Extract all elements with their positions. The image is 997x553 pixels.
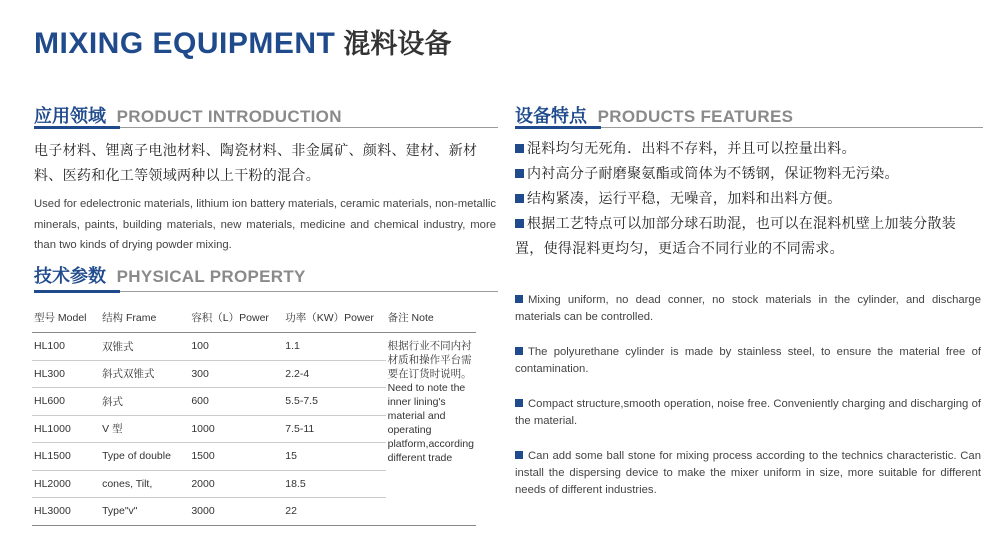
column-header-model: 型号 Model (34, 311, 87, 324)
square-bullet-icon (515, 144, 524, 153)
parameters-divider (34, 291, 498, 292)
square-bullet-icon (515, 194, 524, 203)
feature-text-zh: 结构紧凑，运行平稳，无噪音，加料和出料方便。 (527, 190, 842, 206)
list-item (515, 161, 983, 186)
column-header-power: 功率（KW）Power (285, 311, 374, 324)
square-bullet-icon (515, 295, 523, 303)
application-text-zh: 电子材料、锂离子电池材料、陶瓷材料、非金属矿、颜料、建材、新材料、医药和化工等领域两种以上干粉的混合。 (34, 142, 478, 183)
cell-frame: Type"v" (102, 505, 138, 518)
parameters-table (32, 302, 476, 526)
cell-power: 18.5 (285, 477, 306, 490)
application-heading-en: PRODUCT INTRODUCTION (116, 107, 342, 126)
application-divider (34, 127, 498, 128)
list-item (515, 186, 983, 211)
table-row (32, 333, 476, 361)
features-heading-zh: 设备特点 (515, 106, 587, 126)
cell-model: HL300 (34, 367, 65, 380)
parameters-heading (34, 261, 306, 289)
feature-text-zh: 混料均匀无死角．出料不存料，并且可以控量出料。 (527, 140, 856, 156)
cell-power: 7.5-11 (285, 422, 315, 435)
feature-text-en: Compact structure,smooth operation, noise free. Conveniently charging and discharging of the material. (515, 398, 981, 427)
application-heading (34, 101, 342, 129)
column-header-volume: 容积（L）Power (191, 311, 269, 324)
feature-text-en: The polyurethane cylinder is made by stainless steel, to ensure the material free of contamination. (515, 346, 981, 375)
cell-model: HL100 (34, 340, 65, 353)
list-item (515, 344, 981, 378)
feature-text-en: Can add some ball stone for mixing process according to the technics characteristic. Can install the dispersing device to make the mixer uniform in size, more suitable for different needs of different industries. (515, 450, 981, 496)
list-item (515, 396, 981, 430)
list-item (515, 448, 981, 499)
cell-power: 5.5-7.5 (285, 395, 318, 408)
feature-text-zh: 根据工艺特点可以加部分球石助混，也可以在混料机壁上加装分散装置，使得混料更均匀，更适合不同行业的不同需求。 (515, 215, 956, 256)
page-title-zh: 混料设备 (343, 29, 452, 59)
cell-frame: cones, Tilt, (102, 477, 153, 490)
cell-power: 2.2-4 (285, 367, 310, 380)
application-heading-zh: 应用领域 (34, 106, 106, 126)
cell-volume: 300 (191, 367, 209, 380)
feature-text-en: Mixing uniform, no dead conner, no stock materials in the cylinder, and discharge materials can be controlled. (515, 294, 981, 323)
note-text-en: Need to note the inner lining's material and operating platform,according different trade (387, 382, 474, 464)
cell-power: 22 (285, 505, 297, 518)
features-list-en (515, 292, 981, 517)
cell-volume: 3000 (191, 505, 215, 518)
cell-frame: Type of double (102, 450, 171, 463)
cell-volume: 100 (191, 340, 209, 353)
cell-volume: 2000 (191, 477, 215, 490)
feature-text-zh: 内衬高分子耐磨聚氨酯或筒体为不锈钢，保证物料无污染。 (527, 165, 899, 181)
features-list-zh (515, 136, 983, 261)
list-item (515, 136, 983, 161)
square-bullet-icon (515, 347, 523, 355)
cell-frame: 斜式双锥式 (102, 368, 155, 381)
cell-volume: 1000 (191, 422, 215, 435)
list-item (515, 211, 983, 261)
table-header-row (32, 302, 476, 333)
cell-volume: 600 (191, 395, 209, 408)
page-title (34, 22, 451, 61)
application-text-en: Used for edelectronic materials, lithium ion battery materials, ceramic materials, non-metallic minerals, paints, building materials, new materials, medicine and chemical industry, more than two kinds of drying powder mixing. (34, 198, 496, 251)
cell-power: 15 (285, 450, 297, 463)
parameters-heading-zh: 技术参数 (34, 266, 106, 286)
cell-note (386, 333, 476, 526)
column-header-note: 备注 Note (387, 311, 434, 324)
cell-volume: 1500 (191, 450, 215, 463)
cell-model: HL1000 (34, 422, 71, 435)
cell-power: 1.1 (285, 340, 300, 353)
square-bullet-icon (515, 219, 524, 228)
cell-model: HL600 (34, 395, 65, 408)
cell-frame: 斜式 (102, 395, 124, 408)
parameters-heading-en: PHYSICAL PROPERTY (116, 267, 306, 286)
cell-model: HL3000 (34, 505, 71, 518)
cell-frame: 双锥式 (102, 340, 134, 353)
cell-frame: V 型 (102, 423, 123, 436)
note-text-zh: 根据行业不同内衬材质和操作平台需要在订货时说明。 (387, 340, 472, 380)
features-heading (515, 101, 793, 129)
cell-model: HL1500 (34, 450, 71, 463)
list-item (515, 292, 981, 326)
page-title-en: MIXING EQUIPMENT (34, 27, 336, 60)
cell-model: HL2000 (34, 477, 71, 490)
square-bullet-icon (515, 451, 523, 459)
square-bullet-icon (515, 169, 524, 178)
features-heading-en: PRODUCTS FEATURES (597, 107, 794, 126)
features-divider (515, 127, 983, 128)
square-bullet-icon (515, 399, 523, 407)
column-header-frame: 结构 Frame (102, 311, 157, 324)
